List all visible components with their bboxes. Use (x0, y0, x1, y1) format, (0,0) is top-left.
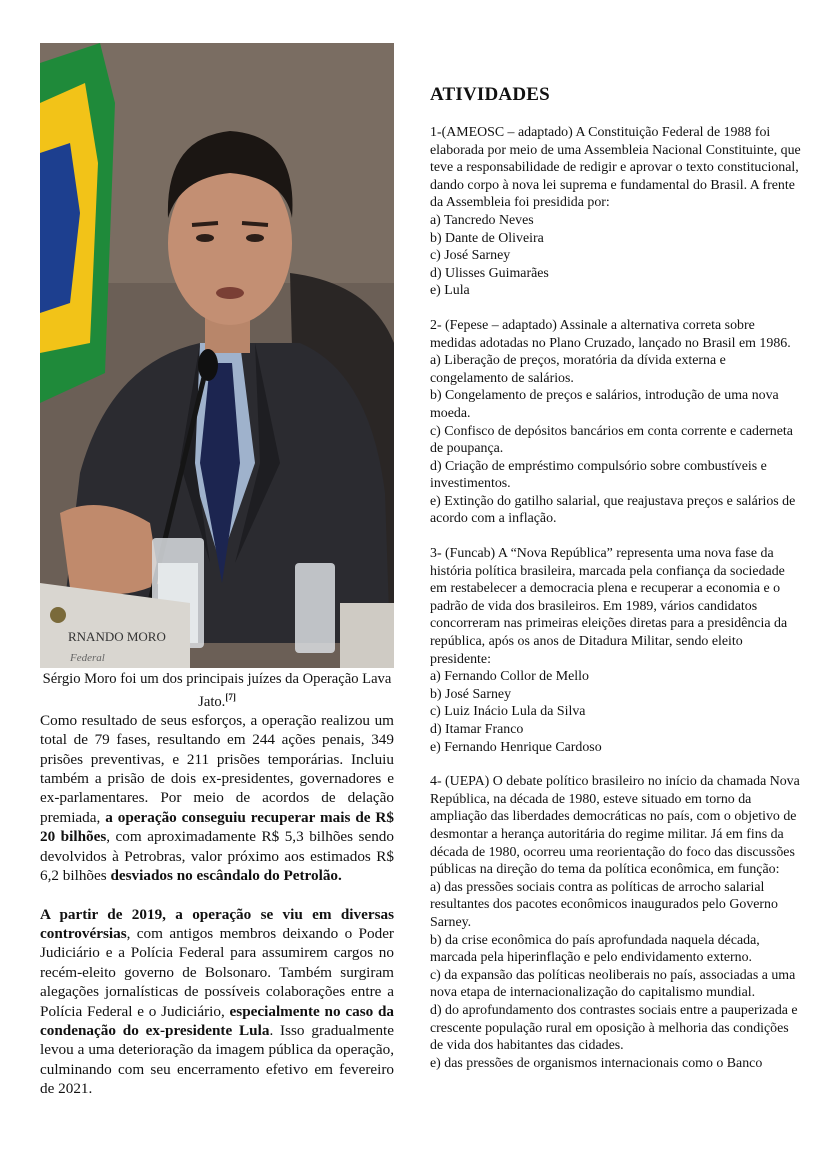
option-c: c) da expansão das políticas neoliberais no país, associadas a uma nova etapa de internacionalização do capitalismo mundial. (430, 967, 796, 1001)
bold-text: especialmente no caso da condenação do ex-presidente Lula (40, 1002, 394, 1039)
option-c: c) Confisco de depósitos bancários em conta corrente e caderneta de poupança. (430, 423, 793, 457)
text-span: , com aproximadamente R$ 5,3 bilhões sendo devolvidos à Petrobras, valor próximo aos estimados R$ 6,2 bilhões (40, 828, 394, 885)
text-span: Como resultado de seus esforços, a operação realizou um total de 79 fases, resultando em 244 ações penais, 349 prisões preventivas, e 211 prisões temporárias. Incluiu também a prisão de dois ex-presidentes, governadores e ex-parlamentares. Por meio de acordos de delação premiada, (40, 711, 394, 826)
question-3 (430, 545, 802, 756)
option-e: e) Lula (430, 283, 470, 299)
question-stem: 1-(AMEOSC – adaptado) A Constituição Federal de 1988 foi elaborada por meio de uma Assembleia Nacional Constituinte, que teve a responsabilidade de redigir e aprovar o texto constitucional, dando corpo à nova lei suprema e fundamental do Brasil. A frente da Assembleia foi presidida por: (430, 125, 801, 211)
option-c: c) José Sarney (430, 248, 511, 264)
photo-sergio-moro (40, 43, 394, 668)
bold-text: A partir de 2019, a operação se viu em diversas controvérsias (40, 905, 394, 942)
option-a: a) das pressões sociais contra as políticas de arrocho salarial resultantes dos pacotes econômicos inaugurados pelo Governo Sarney. (430, 879, 778, 930)
option-e: e) Fernando Henrique Cardoso (430, 739, 602, 755)
caption-text: Sérgio Moro foi um dos principais juízes da Operação Lava Jato. (42, 671, 392, 710)
option-d: d) do aprofundamento dos contrastes sociais entre a pauperizada e crescente população rural em oposição à melhoria das condições de vida dos habitantes das cidades. (430, 1002, 798, 1054)
option-a: a) Liberação de preços, moratória da dívida externa e congelamento de salários. (430, 353, 726, 386)
question-stem: 4- (UEPA) O debate político brasileiro no início da chamada Nova República, na década de 1980, esteve situado em torno da ampliação das liberdades democráticas no país, com o objetivo de desmontar a herança autoritária do regime militar. Já em fins da década de 1980, ocorreu uma reorientação do foco das discussões públicas na direção do tema da política econômica, em função: (430, 774, 800, 878)
bold-text: desviados no escândalo do Petrolão. (110, 867, 342, 885)
photo-illustration (40, 43, 394, 668)
paragraph-results (40, 711, 394, 886)
right-column (430, 84, 802, 1089)
option-d: d) Criação de empréstimo compulsório sobre combustíveis e investimentos. (430, 458, 767, 492)
option-c: c) Luiz Inácio Lula da Silva (430, 704, 586, 720)
option-b: b) Dante de Oliveira (430, 230, 544, 246)
question-stem: 3- (Funcab) A “Nova República” representa uma nova fase da história política brasileira, marcada pela confiança da sociedade em restabelecer a democracia plena e recuperar a economia e o padrão de vida dos brasileiros. Em 1989, vários candidatos concorreram nas primeiras eleições diretas para a presidência da república, após os anos de Ditadura Militar, sendo eleito presidente: (430, 546, 788, 667)
option-b: b) Congelamento de preços e salários, introdução de uma nova moeda. (430, 388, 779, 421)
option-e: e) das pressões de organismos internacionais como o Banco (430, 1055, 763, 1071)
paragraph-controversies (40, 905, 394, 1099)
option-a: a) Tancredo Neves (430, 212, 534, 228)
nameplate-subtext: Federal (70, 652, 105, 664)
question-4 (430, 773, 802, 1072)
text-span: . Isso gradualmente levou a uma deterioração da imagem pública da operação, culminando com seu encerramento efetivo em fevereiro de 2021. (40, 1021, 394, 1098)
photo-caption (40, 670, 394, 711)
caption-reference: [7] (225, 692, 236, 702)
option-d: d) Itamar Franco (430, 722, 524, 737)
activities-heading: ATIVIDADES (430, 84, 550, 105)
text-span: , com antigos membros deixando o Poder Judiciário e a Polícia Federal para assumirem cargos no recém-eleito governo de Bolsonaro. Também surgiram alegações jornalísticas de possíveis colaborações entre a Polícia Federal e o Judiciário, (40, 924, 394, 1020)
question-stem: 2- (Fepese – adaptado) Assinale a alternativa correta sobre medidas adotadas no Plano Cruzado, lançado no Brasil em 1986. (430, 317, 791, 351)
question-1 (430, 124, 802, 300)
option-d: d) Ulisses Guimarães (430, 265, 549, 281)
bold-text: a operação conseguiu recuperar mais de R$ 20 bilhões (40, 808, 394, 846)
nameplate-text: RNANDO MORO (68, 629, 166, 644)
left-column (40, 43, 394, 1099)
option-b: b) José Sarney (430, 686, 512, 702)
question-2 (430, 317, 802, 528)
option-e: e) Extinção do gatilho salarial, que reajustava preços e salários de acordo com a inflação. (430, 493, 796, 527)
option-a: a) Fernando Collor de Mello (430, 669, 589, 685)
option-b: b) da crise econômica do país aprofundada naquela década, marcada pela hiperinflação e pelo endividamento externo. (430, 932, 760, 966)
